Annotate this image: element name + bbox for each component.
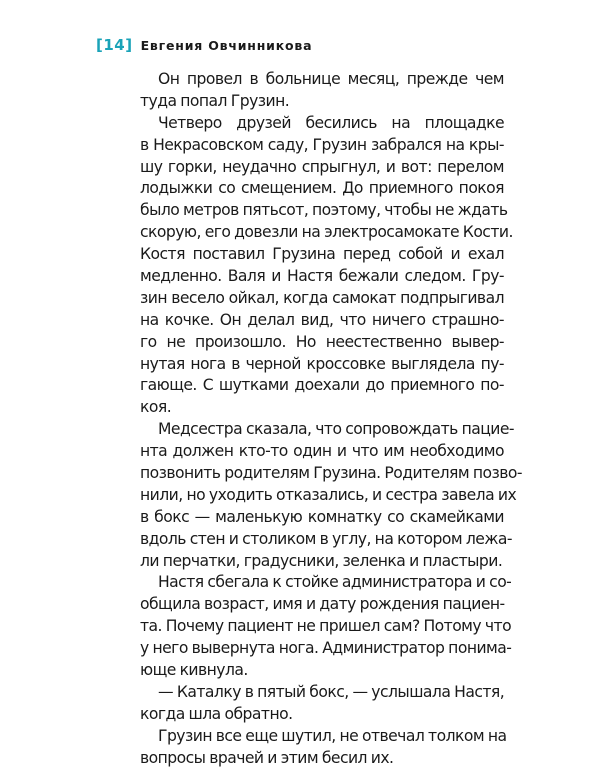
text-line: Медсестра сказала, что сопровождать пацие- [158, 420, 515, 439]
text-line: Четверо друзей бесились на площадке [158, 113, 504, 132]
text-line: позвонить родителям Грузина. Родителям позво- [140, 464, 522, 483]
text-line: юще кивнула. [140, 661, 248, 680]
text-line: го не произошло. Но неестественно вывер- [140, 332, 504, 351]
paragraph [140, 419, 522, 572]
text-line: лодыжки со смещением. До приемного покоя [140, 179, 504, 198]
text-line: коя. [140, 398, 172, 417]
paragraph [140, 572, 512, 681]
text-line: ли перчатки, градусники, зеленка и пластыри. [140, 551, 503, 570]
text-line: нили, но уходить отказались, и сестра завела их [140, 485, 517, 504]
paragraph [140, 682, 504, 726]
page-number: [14] [96, 36, 133, 54]
text-line: медленно. Валя и Настя бежали следом. Гру- [140, 267, 504, 286]
body-text [140, 69, 522, 770]
author-name: Евгения Овчинникова [140, 37, 313, 53]
text-line: нутая нога в черной кроссовке выглядела пу- [140, 354, 504, 373]
text-line: Костя поставил Грузина перед собой и ехал [140, 245, 504, 264]
text-line: вдоль стен и столиком в углу, на котором лежа- [140, 529, 512, 548]
text-line: на кочке. Он делал вид, что ничего страшно- [140, 310, 504, 329]
paragraph [140, 726, 507, 770]
text-line: Он провел в больнице месяц, прежде чем [158, 70, 504, 88]
text-line: нта должен кто-то один и что им необходимо [140, 442, 504, 461]
text-line: скорую, его довезли на электросамокате Кости. [140, 223, 513, 242]
text-line: в бокс — маленькую комнатку со скамейками [140, 507, 504, 526]
text-line: шу горки, неудачно спрыгнул, и вот: перелом [140, 157, 504, 176]
running-head [96, 33, 312, 57]
text-line: Настя сбегала к стойке администратора и со- [158, 573, 512, 592]
text-line: туда попал Грузин. [140, 91, 290, 110]
paragraph [140, 113, 513, 419]
text-line: та. Почему пациент не пришел сам? Потому что [140, 617, 512, 636]
text-line: вопросы врачей и этим бесил их. [140, 748, 394, 767]
text-line: общила возраст, имя и дату рождения пациен- [140, 595, 505, 614]
text-line: когда шла обратно. [140, 704, 293, 723]
text-line: было метров пятьсот, поэтому, чтобы не ждать [140, 201, 508, 220]
text-line: в Некрасовском саду, Грузин забрался на кры- [140, 135, 504, 154]
text-line: зин весело ойкал, когда самокат подпрыгивал [140, 288, 504, 307]
paragraph [140, 69, 504, 113]
text-line: гающе. С шутками доехали до приемного по- [140, 376, 504, 395]
text-line: Грузин все еще шутил, не отвечал толком на [158, 726, 507, 745]
text-line: — Каталку в пятый бокс, — услышала Настя, [158, 682, 505, 701]
text-line: у него вывернута нога. Администратор понима- [140, 639, 512, 658]
